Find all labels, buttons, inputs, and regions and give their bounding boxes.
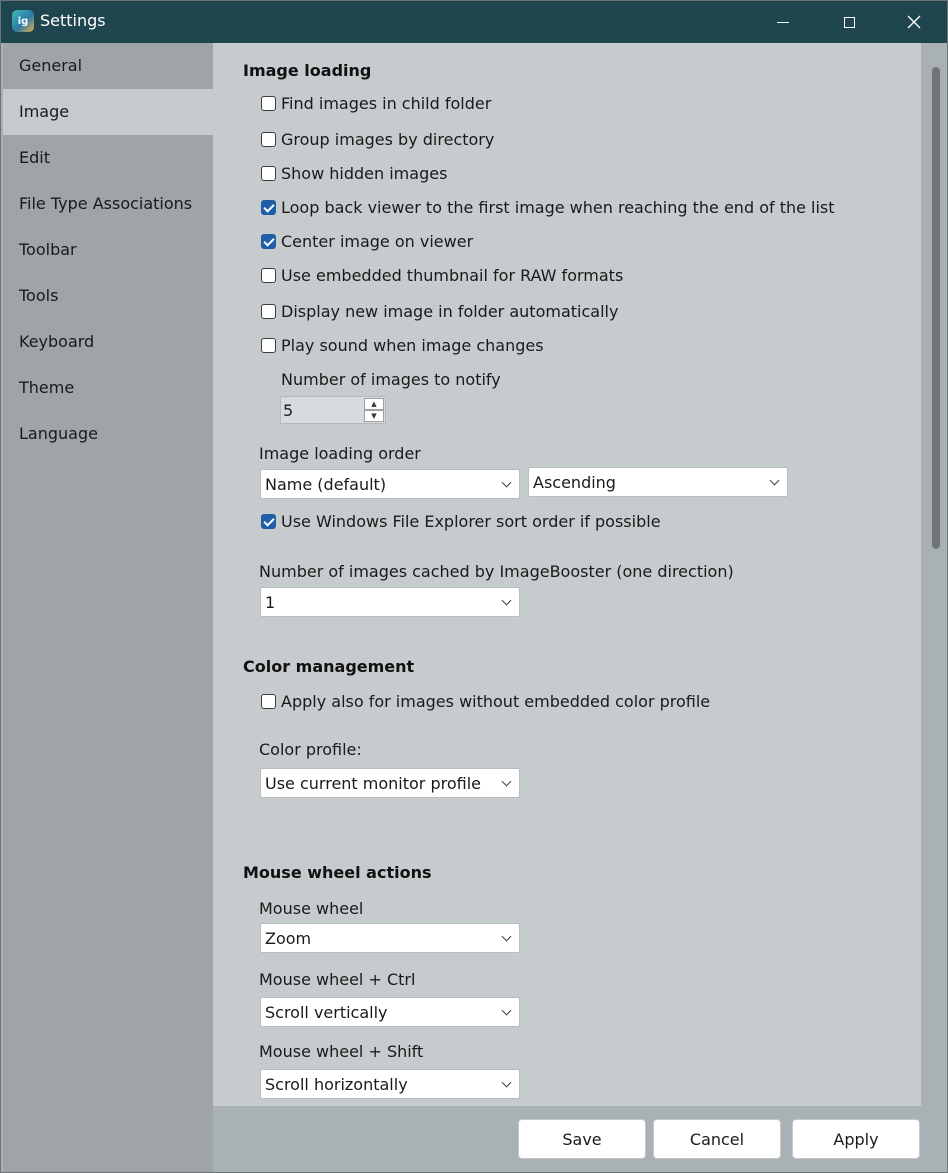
maximize-button[interactable] [816, 1, 882, 43]
option-loop-back-viewer[interactable] [261, 196, 835, 218]
select-value: Scroll horizontally [265, 1074, 408, 1094]
settings-sidebar [3, 43, 213, 1172]
option-display-new-image[interactable] [261, 300, 618, 322]
scrollbar-thumb[interactable] [932, 67, 940, 549]
option-embedded-thumbnail-raw[interactable] [261, 264, 623, 286]
section-title-color-management: Color management [243, 657, 415, 676]
select-value: Ascending [533, 472, 616, 492]
dialog-footer [213, 1106, 947, 1172]
title-bar [1, 1, 947, 43]
close-button[interactable] [881, 1, 947, 43]
option-label: Use Windows File Explorer sort order if possible [281, 511, 661, 531]
option-apply-without-profile[interactable] [261, 690, 710, 712]
sidebar-item-file-type-associations[interactable]: File Type Associations [19, 194, 193, 213]
option-center-image[interactable] [261, 230, 473, 252]
option-label: Apply also for images without embedded color profile [281, 691, 711, 711]
sidebar-item-tools[interactable]: Tools [19, 286, 59, 305]
chevron-down-icon [502, 932, 512, 942]
option-label: Show hidden images [281, 163, 448, 183]
option-label: Display new image in folder automatically [281, 301, 619, 321]
step-down-button[interactable] [364, 410, 384, 422]
checkbox[interactable] [261, 132, 276, 147]
mouse-wheel-label: Mouse wheel [259, 899, 364, 918]
checkbox[interactable] [261, 96, 276, 111]
settings-content [213, 43, 921, 1106]
sidebar-item-keyboard[interactable]: Keyboard [19, 332, 95, 351]
chevron-down-icon [502, 1006, 512, 1016]
checkbox[interactable] [261, 166, 276, 181]
checkbox[interactable] [261, 338, 276, 353]
loading-order-select[interactable] [260, 469, 520, 499]
option-label: Group images by directory [281, 129, 495, 149]
checkbox[interactable] [261, 200, 276, 215]
section-title-mouse-wheel: Mouse wheel actions [243, 863, 432, 882]
mouse-wheel-ctrl-select[interactable] [260, 997, 520, 1027]
option-show-hidden[interactable] [261, 162, 447, 184]
sidebar-item-edit[interactable]: Edit [19, 148, 50, 167]
option-label: Loop back viewer to the first image when reaching the end of the list [281, 197, 835, 217]
mouse-wheel-shift-select[interactable] [260, 1069, 520, 1099]
chevron-down-icon: ▼ [371, 412, 377, 420]
loading-direction-select[interactable] [528, 467, 788, 497]
checkbox[interactable] [261, 304, 276, 319]
select-value: Zoom [265, 928, 312, 948]
option-find-child-folder[interactable] [261, 92, 491, 114]
cache-count-select[interactable] [260, 587, 520, 617]
loading-order-label: Image loading order [259, 444, 421, 463]
chevron-up-icon: ▲ [371, 400, 377, 408]
close-icon [907, 15, 921, 29]
sidebar-item-language[interactable]: Language [19, 424, 98, 443]
stepper-value[interactable]: 5 [283, 400, 294, 420]
chevron-down-icon [502, 596, 512, 606]
minimize-icon [777, 22, 789, 23]
app-logo-icon: ig [12, 10, 34, 32]
select-value: Use current monitor profile [265, 773, 482, 793]
chevron-down-icon [770, 476, 780, 486]
color-profile-label: Color profile: [259, 740, 362, 759]
save-button[interactable]: Save [518, 1119, 646, 1159]
option-label: Find images in child folder [281, 93, 492, 113]
sidebar-item-theme[interactable]: Theme [19, 378, 75, 397]
color-profile-select[interactable] [260, 768, 520, 798]
option-play-sound[interactable] [261, 334, 544, 356]
option-group-by-directory[interactable] [261, 128, 494, 150]
minimize-button[interactable] [750, 1, 816, 43]
checkbox[interactable] [261, 514, 276, 529]
stepper-buttons [364, 398, 384, 422]
mouse-wheel-ctrl-label: Mouse wheel + Ctrl [259, 970, 416, 989]
select-value: Name (default) [265, 474, 387, 494]
checkbox[interactable] [261, 234, 276, 249]
checkbox[interactable] [261, 694, 276, 709]
section-title-image-loading: Image loading [243, 61, 372, 80]
cancel-button[interactable]: Cancel [653, 1119, 781, 1159]
chevron-down-icon [502, 1078, 512, 1088]
cache-count-label: Number of images cached by ImageBooster (one direction) [259, 562, 734, 581]
apply-button[interactable]: Apply [792, 1119, 920, 1159]
option-explorer-sort[interactable] [261, 510, 661, 532]
checkbox[interactable] [261, 268, 276, 283]
select-value: Scroll vertically [265, 1002, 388, 1022]
mouse-wheel-select[interactable] [260, 923, 520, 953]
option-label: Center image on viewer [281, 231, 474, 251]
window-title: Settings [40, 11, 106, 30]
chevron-down-icon [502, 478, 512, 488]
notify-count-label: Number of images to notify [281, 370, 501, 389]
step-up-button[interactable] [364, 398, 384, 410]
select-value: 1 [265, 592, 276, 612]
option-label: Play sound when image changes [281, 335, 544, 355]
chevron-down-icon [502, 777, 512, 787]
sidebar-item-image[interactable]: Image [3, 89, 213, 135]
option-label: Use embedded thumbnail for RAW formats [281, 265, 624, 285]
notify-count-stepper[interactable] [280, 396, 386, 424]
maximize-icon [844, 17, 855, 28]
sidebar-item-toolbar[interactable]: Toolbar [19, 240, 77, 259]
mouse-wheel-shift-label: Mouse wheel + Shift [259, 1042, 424, 1061]
sidebar-item-general[interactable]: General [19, 56, 83, 75]
